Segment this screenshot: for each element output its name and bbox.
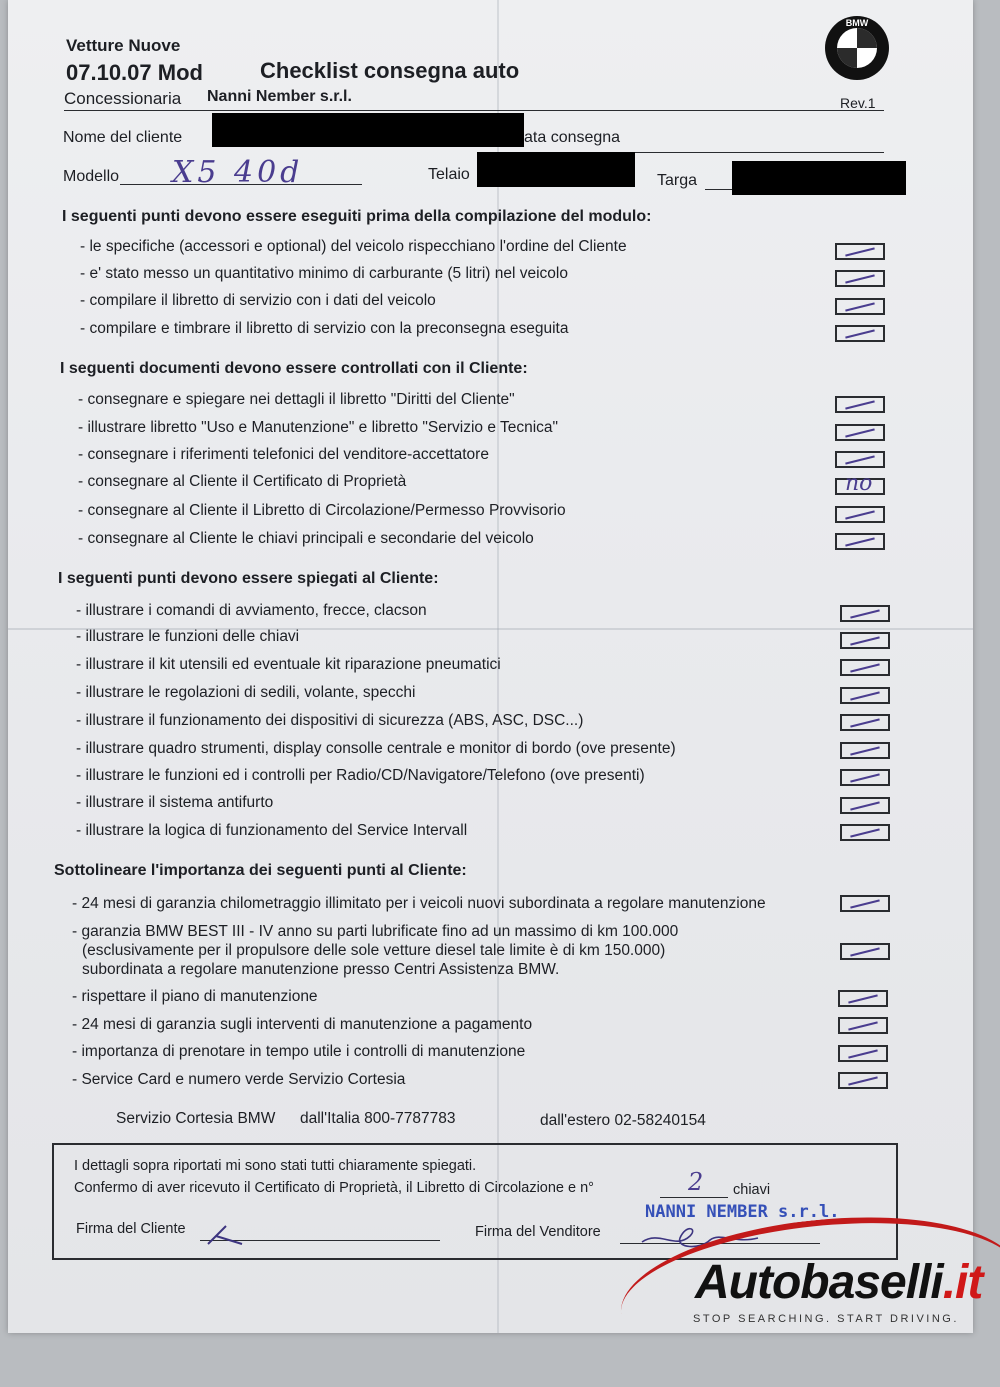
checkbox[interactable]	[838, 1045, 888, 1062]
checklist-item: - illustrare la logica di funzionamento del Service Intervall	[76, 822, 468, 839]
model-value: X5 40d	[172, 155, 304, 190]
header-rule	[64, 110, 884, 111]
checkbox[interactable]	[840, 742, 890, 759]
bmw-logo-icon	[824, 15, 890, 81]
section-title: I seguenti documenti devono essere controllati con il Cliente:	[60, 360, 528, 377]
redaction-bar	[477, 152, 635, 187]
client-signature-icon	[206, 1222, 246, 1248]
pen-check-mark	[845, 329, 875, 338]
checklist-item: - importanza di prenotare in tempo utile i controlli di manutenzione	[72, 1043, 526, 1060]
pen-check-mark	[848, 1049, 878, 1058]
checklist-item: - Service Card e numero verde Servizio Cortesia	[72, 1071, 406, 1088]
pen-check-mark	[845, 428, 875, 437]
dealer-label: Concessionaria	[64, 89, 182, 108]
model-label: Modello	[63, 168, 120, 185]
service-abroad-number: dall'estero 02-58240154	[540, 1112, 706, 1129]
pen-check-mark	[845, 510, 875, 519]
checklist-item: - illustrare le funzioni delle chiavi	[76, 628, 300, 645]
checkbox[interactable]	[838, 1017, 888, 1034]
checkbox[interactable]	[840, 943, 890, 960]
watermark-brand	[695, 1255, 982, 1310]
checklist-item: - illustrare libretto "Uso e Manutenzione" e libretto "Servizio e Tecnica"	[78, 419, 559, 436]
checklist-item: - consegnare e spiegare nei dettagli il libretto "Diritti del Cliente"	[78, 391, 515, 408]
keys-count-value: 2	[688, 1168, 704, 1196]
checklist-item: - consegnare al Cliente il Libretto di Circolazione/Permesso Provvisorio	[78, 502, 566, 519]
checklist-item: - illustrare le funzioni ed i controlli per Radio/CD/Navigatore/Telefono (ove presenti)	[76, 767, 645, 784]
checklist-item: - garanzia BMW BEST III - IV anno su parti lubrificate fino ad un massimo di km 100.000	[72, 923, 679, 940]
checkbox[interactable]	[835, 424, 885, 441]
dealer-name: Nanni Nember s.r.l.	[207, 88, 352, 105]
checkbox[interactable]	[840, 687, 890, 704]
service-label: Servizio Cortesia BMW	[116, 1110, 276, 1127]
section-title: I seguenti punti devono essere eseguiti prima della compilazione del modulo:	[62, 208, 652, 225]
pen-check-mark	[845, 274, 875, 283]
redaction-bar	[212, 113, 524, 147]
checklist-item: - illustrare i comandi di avviamento, frecce, clacson	[76, 602, 427, 619]
pen-check-mark	[845, 455, 875, 464]
handwritten-no: no	[845, 471, 873, 496]
checkbox[interactable]	[835, 270, 885, 287]
checkbox[interactable]	[835, 396, 885, 413]
plate-label: Targa	[657, 172, 698, 189]
checklist-item: - 24 mesi di garanzia sugli interventi di manutenzione a pagamento	[72, 1016, 533, 1033]
pen-check-mark	[845, 247, 875, 256]
checklist-item: - compilare e timbrare il libretto di servizio con la preconsegna eseguita	[80, 320, 569, 337]
pen-check-mark	[850, 636, 880, 645]
checkbox[interactable]	[840, 797, 890, 814]
checkbox[interactable]	[835, 243, 885, 260]
plate-line	[705, 189, 733, 190]
pen-check-mark	[848, 994, 878, 1003]
checkbox[interactable]	[835, 471, 885, 496]
pen-check-mark	[845, 302, 875, 311]
checkbox[interactable]	[840, 659, 890, 676]
pen-check-mark	[850, 663, 880, 672]
service-italy-number: dall'Italia 800-7787783	[300, 1110, 456, 1127]
page-title: Checklist consegna auto	[260, 58, 520, 83]
pen-check-mark	[850, 801, 880, 810]
pen-check-mark	[845, 537, 875, 546]
confirm-line-1: I dettagli sopra riportati mi sono stati tutti chiaramente spiegati.	[74, 1158, 477, 1174]
checklist-item: - rispettare il piano di manutenzione	[72, 988, 318, 1005]
pen-check-mark	[850, 691, 880, 700]
pen-check-mark	[850, 899, 880, 908]
checkbox[interactable]	[838, 1072, 888, 1089]
logo-lettering: BMW	[845, 18, 869, 28]
checklist-item: - consegnare al Cliente le chiavi principali e secondarie del veicolo	[78, 530, 534, 547]
checklist-item: - le specifiche (accessori e optional) del veicolo rispecchiano l'ordine del Cliente	[80, 238, 627, 255]
pen-check-mark	[850, 947, 880, 956]
checkbox[interactable]	[840, 824, 890, 841]
delivery-date-label: ata consegna	[524, 129, 621, 146]
checklist-item: - illustrare quadro strumenti, display consolle centrale e monitor di bordo (ove presente)	[76, 740, 676, 757]
client-signature-label: Firma del Cliente	[76, 1221, 186, 1237]
confirm-line-2: Confermo di aver ricevuto il Certificato di Proprietà, il Libretto di Circolazione e n°	[74, 1180, 594, 1196]
checkbox[interactable]	[835, 533, 885, 550]
pen-check-mark	[848, 1076, 878, 1085]
watermark-brand-tld: .it	[942, 1256, 983, 1309]
checklist-item: (esclusivamente per il propulsore delle sole vetture diesel tale limite è di km 150.000)	[82, 942, 666, 959]
pen-check-mark	[845, 400, 875, 409]
delivery-date-line	[620, 152, 884, 153]
pen-check-mark	[850, 746, 880, 755]
checkbox[interactable]	[835, 451, 885, 468]
dealer-stamp: NANNI NEMBER s.r.l.	[645, 1202, 840, 1222]
checklist-item: subordinata a regolare manutenzione presso Centri Assistenza BMW.	[82, 961, 560, 978]
revision-date: 07.10.07 Mod	[66, 60, 203, 85]
chassis-label: Telaio	[428, 166, 470, 183]
checklist-item: - illustrare le regolazioni di sedili, volante, specchi	[76, 684, 416, 701]
watermark-brand-name: Autobaselli	[695, 1256, 943, 1309]
checkbox[interactable]	[840, 632, 890, 649]
checkbox[interactable]	[840, 714, 890, 731]
section-title: I seguenti punti devono essere spiegati al Cliente:	[58, 570, 439, 587]
checklist-item: - illustrare il sistema antifurto	[76, 794, 274, 811]
pen-check-mark	[850, 828, 880, 837]
redaction-bar	[732, 161, 906, 195]
checkbox[interactable]	[840, 605, 890, 622]
checklist-item: - 24 mesi di garanzia chilometraggio illimitato per i veicoli nuovi subordinata a regolare manutenzione	[72, 895, 766, 912]
client-name-label: Nome del cliente	[63, 129, 183, 146]
checklist-item: - illustrare il kit utensili ed eventuale kit riparazione pneumatici	[76, 656, 501, 673]
keys-suffix: chiavi	[733, 1182, 771, 1198]
checkbox[interactable]	[835, 298, 885, 315]
keys-count-line	[660, 1197, 728, 1198]
checkbox[interactable]	[840, 895, 890, 912]
pen-check-mark	[850, 773, 880, 782]
pen-check-mark	[850, 609, 880, 618]
pen-check-mark	[850, 718, 880, 727]
checklist-item: - illustrare il funzionamento dei dispositivi di sicurezza (ABS, ASC, DSC...)	[76, 712, 584, 729]
checkbox[interactable]	[838, 990, 888, 1007]
category-label: Vetture Nuove	[66, 36, 181, 55]
checkbox[interactable]	[835, 325, 885, 342]
checklist-item: - e' stato messo un quantitativo minimo di carburante (5 litri) nel veicolo	[80, 265, 568, 282]
checkbox[interactable]	[835, 506, 885, 523]
checklist-item: - consegnare i riferimenti telefonici del venditore-accettatore	[78, 446, 489, 463]
checklist-item: - consegnare al Cliente il Certificato di Proprietà	[78, 473, 407, 490]
section-title: Sottolineare l'importanza dei seguenti punti al Cliente:	[54, 862, 467, 879]
seller-signature-label: Firma del Venditore	[475, 1224, 601, 1240]
checklist-item: - compilare il libretto di servizio con i dati del veicolo	[80, 292, 436, 309]
watermark-tagline: STOP SEARCHING. START DRIVING.	[693, 1313, 959, 1325]
revision-number: Rev.1	[840, 95, 876, 111]
pen-check-mark	[848, 1021, 878, 1030]
checkbox[interactable]	[840, 769, 890, 786]
